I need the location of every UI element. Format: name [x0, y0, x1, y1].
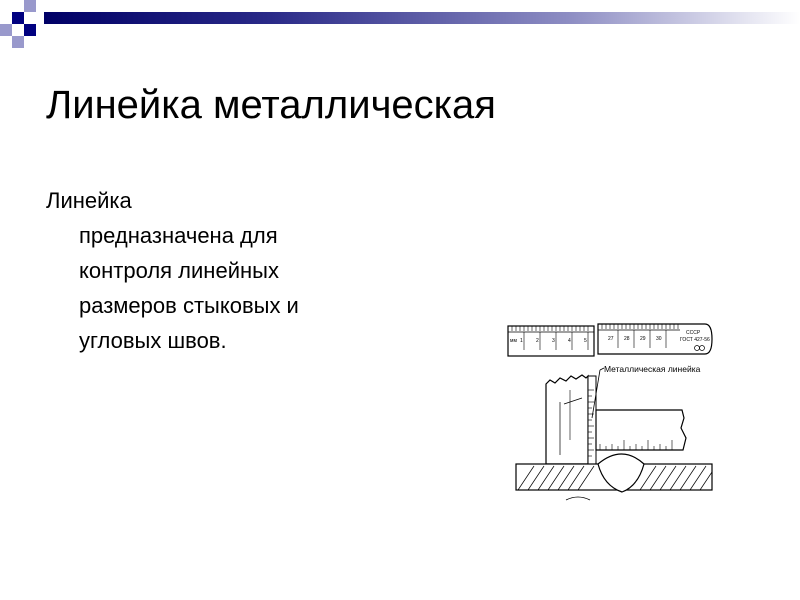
scale-number: 3 — [552, 338, 555, 344]
scale-number: 2 — [536, 338, 539, 344]
ruler-right-segment — [598, 324, 712, 354]
gost-mark: ГОСТ 427-56 — [680, 337, 710, 343]
ussr-mark: СССР — [686, 330, 701, 336]
scale-number: 28 — [624, 336, 630, 342]
unit-label: мм — [510, 338, 517, 344]
slide-title: Линейка металлическая — [46, 83, 496, 127]
vertical-plate — [546, 375, 588, 464]
body-first-line: Линейка — [46, 188, 132, 213]
deco-square — [12, 12, 24, 24]
scale-number: 1 — [520, 338, 523, 344]
deco-square — [24, 0, 36, 12]
horizontal-ruler — [596, 410, 686, 450]
ruler-diagram — [500, 310, 730, 510]
scale-number: 27 — [608, 336, 614, 342]
scale-number: 4 — [568, 338, 571, 344]
body-continuation: предназначена для контроля линейных размеров стыковых и угловых швов. — [79, 223, 299, 353]
ruler-left-segment — [508, 326, 594, 356]
deco-square — [0, 24, 12, 36]
root-mark — [566, 497, 590, 500]
scale-number: 5 — [584, 338, 587, 344]
ruler-drawing — [500, 310, 730, 510]
title-decoration — [0, 0, 800, 50]
slide-body — [46, 183, 376, 358]
vertical-ruler — [588, 376, 596, 466]
deco-square — [12, 36, 24, 48]
scale-number: 29 — [640, 336, 646, 342]
deco-square — [24, 24, 36, 36]
scale-number: 30 — [656, 336, 662, 342]
callout-label: Металлическая линейка — [604, 364, 701, 374]
gradient-band — [44, 12, 800, 24]
